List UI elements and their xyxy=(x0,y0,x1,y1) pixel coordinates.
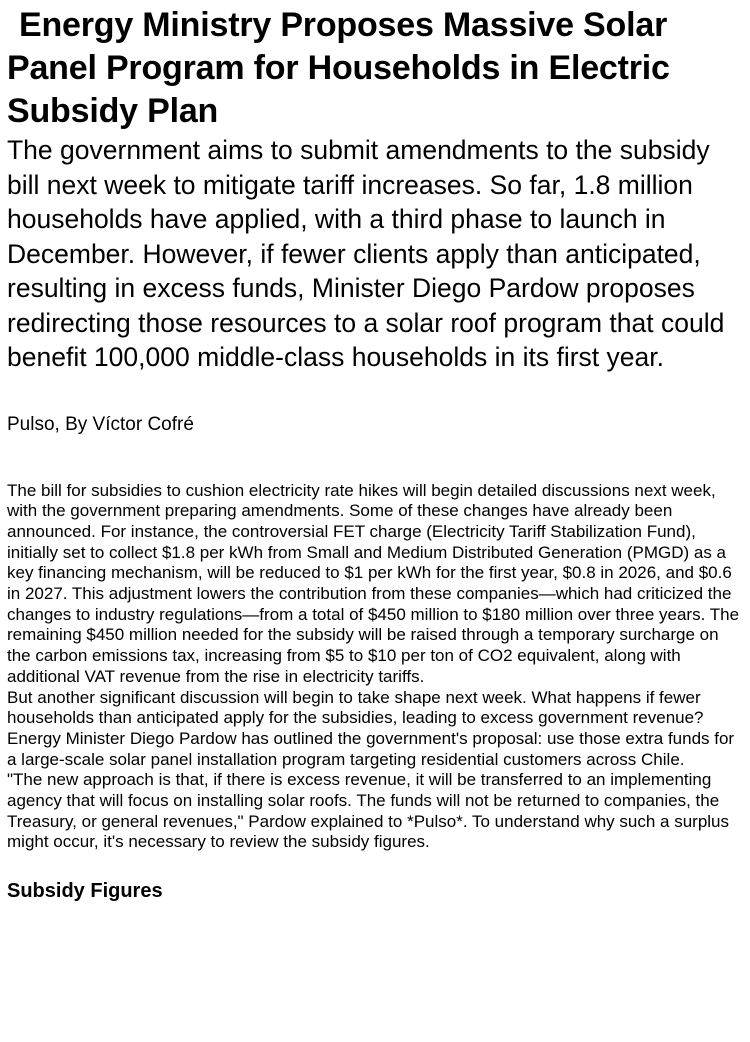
headline-text: Energy Ministry Proposes Massive Solar Panel Program for Households in Electric Subsidy Plan xyxy=(7,6,670,130)
article-page xyxy=(0,4,750,1042)
section-subheading: Subsidy Figures xyxy=(7,880,163,903)
body-paragraph-2: But another significant discussion will begin to take shape next week. What happens if fewer households than anticipated apply for the subsidies, leading to excess government revenue? Energy Minister Diego Pardow has outlined the government's proposal: use those extra funds for a large-scale solar panel installation program targeting residential customers across Chile. xyxy=(7,687,735,769)
article-byline: Pulso, By Víctor Cofré xyxy=(7,413,194,435)
article-lede: The government aims to submit amendments to the subsidy bill next week to mitigate tariff increases. So far, 1.8 million households have applied, with a third phase to launch in December. However, if fewer clients apply than anticipated, resulting in excess funds, Minister Diego Pardow proposes redirecting those resources to a solar roof program that could benefit 100,000 middle-class households in its first year. xyxy=(7,135,725,372)
article-headline xyxy=(7,4,742,133)
body-paragraph-3: "The new approach is that, if there is excess revenue, it will be transferred to an implementing agency that will focus on installing solar roofs. The funds will not be returned to companies, the Treasury, or general revenues," Pardow explained to *Pulso*. To understand why such a surplus might occur, it's necessary to review the subsidy figures. xyxy=(7,770,730,852)
body-paragraph-1: The bill for subsidies to cushion electricity rate hikes will begin detailed discussions next week, with the government preparing amendments. Some of these changes have already been announced. For instance, the controversial FET charge (Electricity Tariff Stabilization Fund), initially set to collect $1.8 per kWh from Small and Medium Distributed Generation (PMGD) as a key financing mechanism, will be reduced to $1 per kWh for the first year, $0.8 in 2026, and $0.6 in 2027. This adjustment lowers the contribution from these companies—which had criticized the changes to industry regulations—from a total of $450 million to $180 million over three years. The remaining $450 million needed for the subsidy will be raised through a temporary surcharge on the carbon emissions tax, increasing from $5 to $10 per ton of CO2 equivalent, along with additional VAT revenue from the rise in electricity tariffs. xyxy=(7,480,740,686)
article-body xyxy=(7,481,742,854)
